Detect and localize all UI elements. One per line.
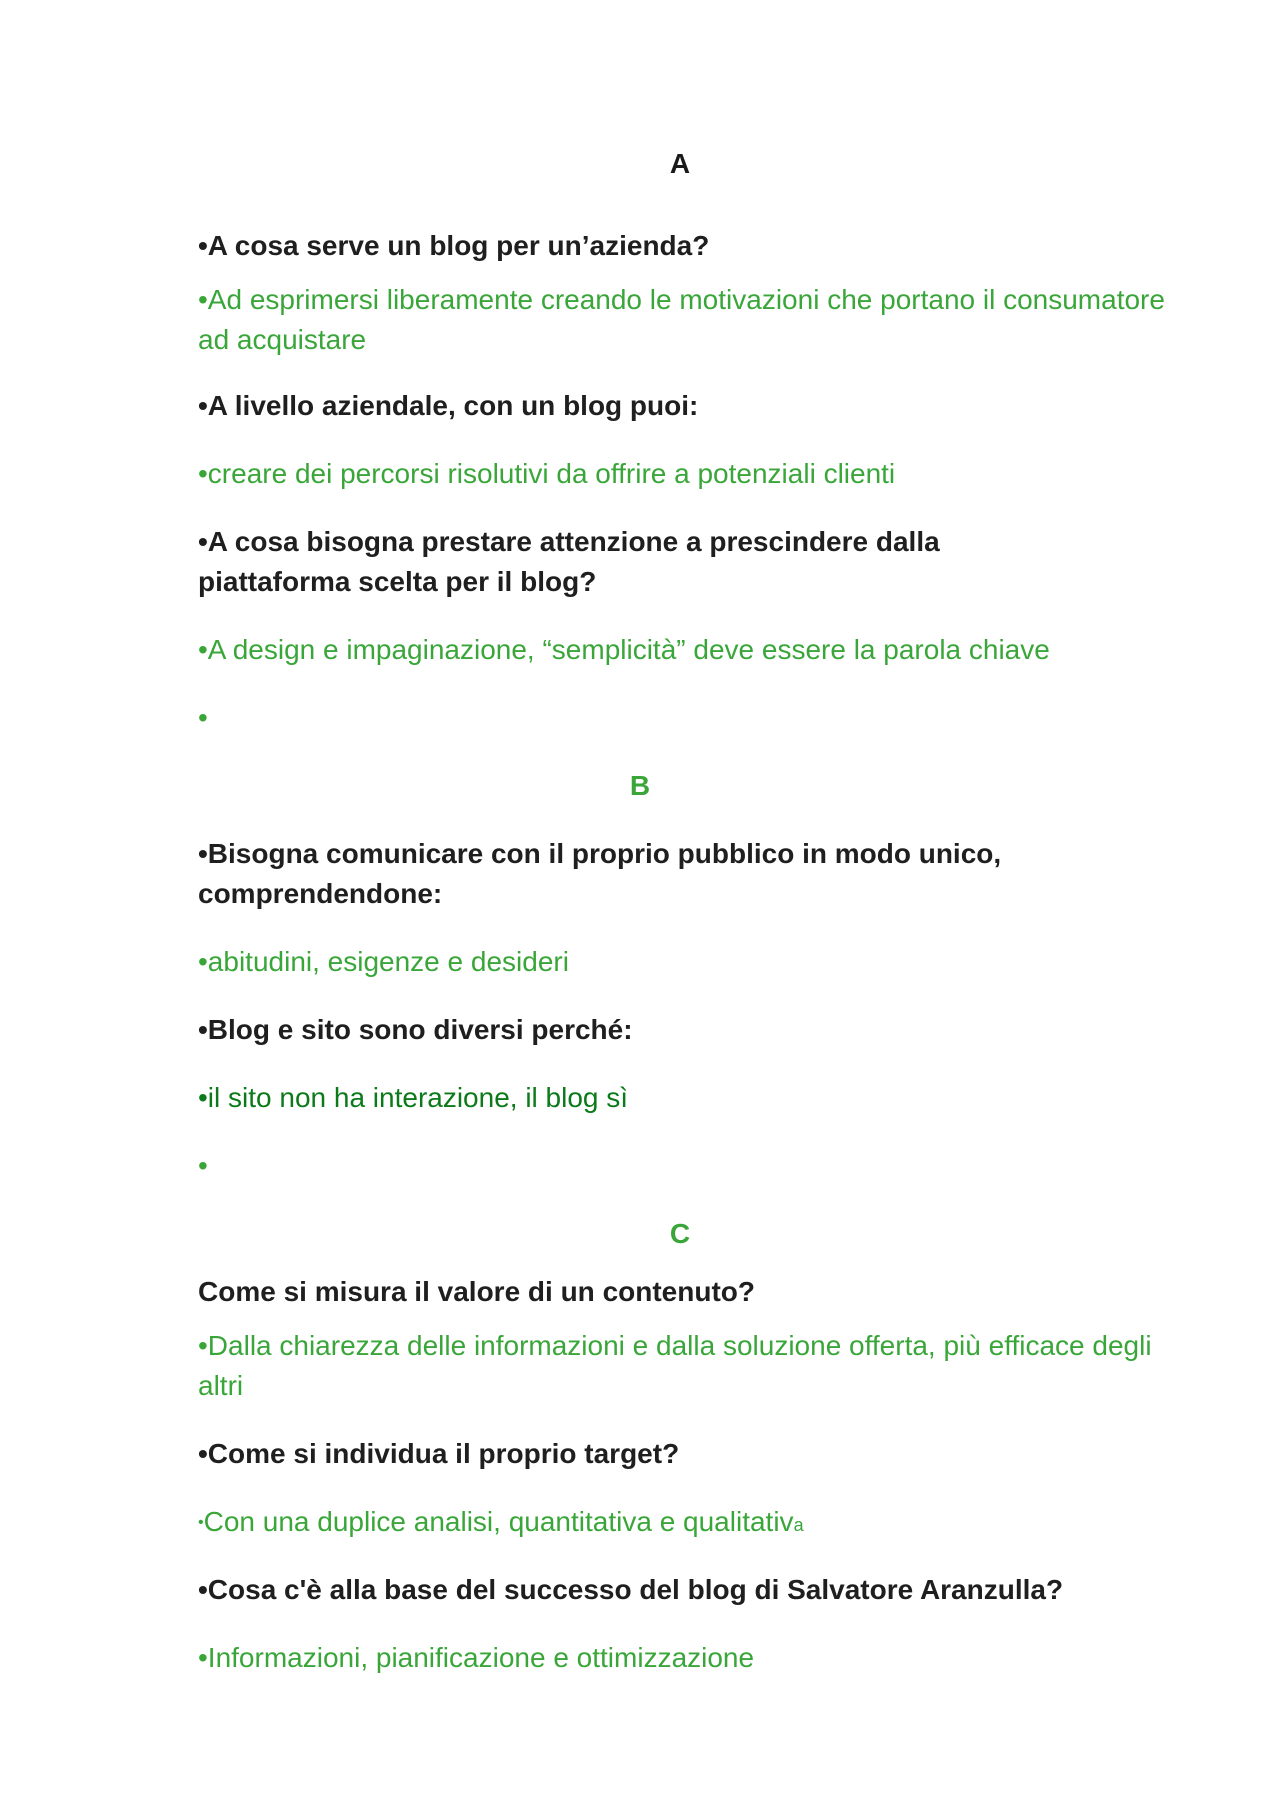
section-heading-c: C xyxy=(669,1218,691,1249)
empty-bullet-b: • xyxy=(198,1150,208,1181)
question-c3: •Cosa c'è alla base del successo del blog di Salvatore Aranzulla? xyxy=(198,1574,1064,1605)
question-a1: •A cosa serve un blog per un’azienda? xyxy=(198,230,710,261)
answer-c2-tail: a xyxy=(793,1515,804,1535)
empty-bullet-a: • xyxy=(198,702,208,733)
answer-b2: •il sito non ha interazione, il blog sì xyxy=(198,1082,629,1113)
question-a3: •A cosa bisogna prestare attenzione a prescindere dalla piattaforma scelta per il blog? xyxy=(198,526,940,597)
question-b1: •Bisogna comunicare con il proprio pubblico in modo unico, comprendendone: xyxy=(198,838,1002,909)
answer-a3: •A design e impaginazione, “semplicità” deve essere la parola chiave xyxy=(198,634,1050,665)
question-c2: •Come si individua il proprio target? xyxy=(198,1438,680,1469)
answer-c3: •Informazioni, pianificazione e ottimizzazione xyxy=(198,1642,755,1673)
answer-a2: •creare dei percorsi risolutivi da offrire a potenziali clienti xyxy=(198,458,896,489)
answer-c1: •Dalla chiarezza delle informazioni e dalla soluzione offerta, più efficace degli altri xyxy=(198,1330,1152,1401)
answer-c2-text: Con una duplice analisi, quantitativa e qualitativ xyxy=(203,1506,794,1537)
section-heading-b: B xyxy=(629,770,651,801)
answer-c2-bullet: • xyxy=(198,1514,204,1531)
section-heading-a: A xyxy=(669,148,691,179)
question-c1: Come si misura il valore di un contenuto? xyxy=(198,1276,755,1307)
answer-a1: •Ad esprimersi liberamente creando le motivazioni che portano il consumatore ad acquistare xyxy=(198,284,1165,355)
question-b2: •Blog e sito sono diversi perché: xyxy=(198,1014,633,1045)
question-a2: •A livello aziendale, con un blog puoi: xyxy=(198,390,699,421)
answer-c2 xyxy=(198,1502,1178,1545)
answer-b1: •abitudini, esigenze e desideri xyxy=(198,946,569,977)
